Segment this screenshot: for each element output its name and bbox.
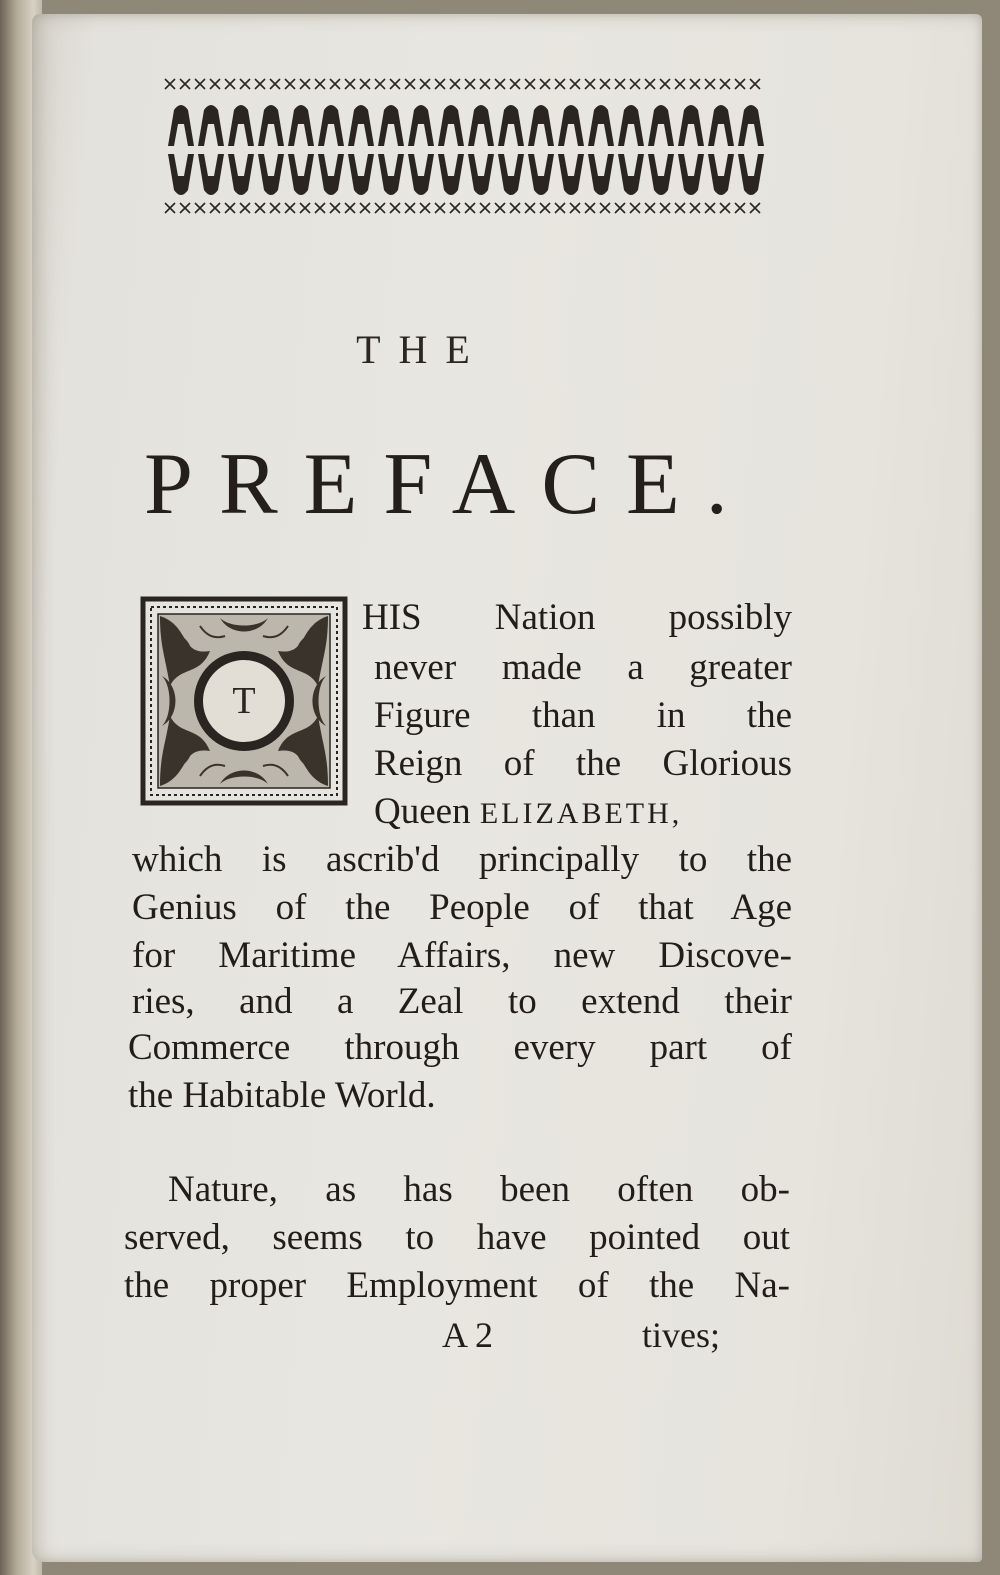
signature-mark: A 2 xyxy=(442,1315,494,1355)
queen-prefix: Queen xyxy=(374,791,480,832)
text-line: Genius of the People of that Age xyxy=(132,887,792,928)
text-line: ries, and a Zeal to extend their xyxy=(132,981,792,1022)
book-page xyxy=(32,14,982,1562)
decorated-initial xyxy=(140,596,348,806)
text-line: served, seems to have pointed out xyxy=(124,1217,790,1258)
text-line: which is ascrib'd principally to the xyxy=(132,839,792,880)
queen-name: ELIZABETH, xyxy=(479,797,683,830)
text-line: for Maritime Affairs, new Discove- xyxy=(132,935,792,976)
text-line: Commerce through every part of xyxy=(128,1027,792,1068)
text-line-queen xyxy=(374,790,792,836)
text-line: the proper Employment of the Na- xyxy=(124,1265,790,1306)
show-through-text xyxy=(182,224,822,312)
text-line: Nature, as has been often ob- xyxy=(168,1169,790,1210)
initial-letter: T xyxy=(232,680,256,722)
catchword: tives; xyxy=(642,1315,720,1355)
title-preface: PREFACE. xyxy=(144,436,754,533)
text-line: HIS Nation possibly xyxy=(362,597,792,638)
headpiece-ornament xyxy=(162,72,772,220)
text-line: the Habitable World. xyxy=(128,1075,436,1116)
text-line: Reign of the Glorious xyxy=(374,743,792,784)
text-line: never made a greater xyxy=(374,647,792,688)
title-the: THE xyxy=(356,327,488,372)
text-line: Figure than in the xyxy=(374,695,792,736)
